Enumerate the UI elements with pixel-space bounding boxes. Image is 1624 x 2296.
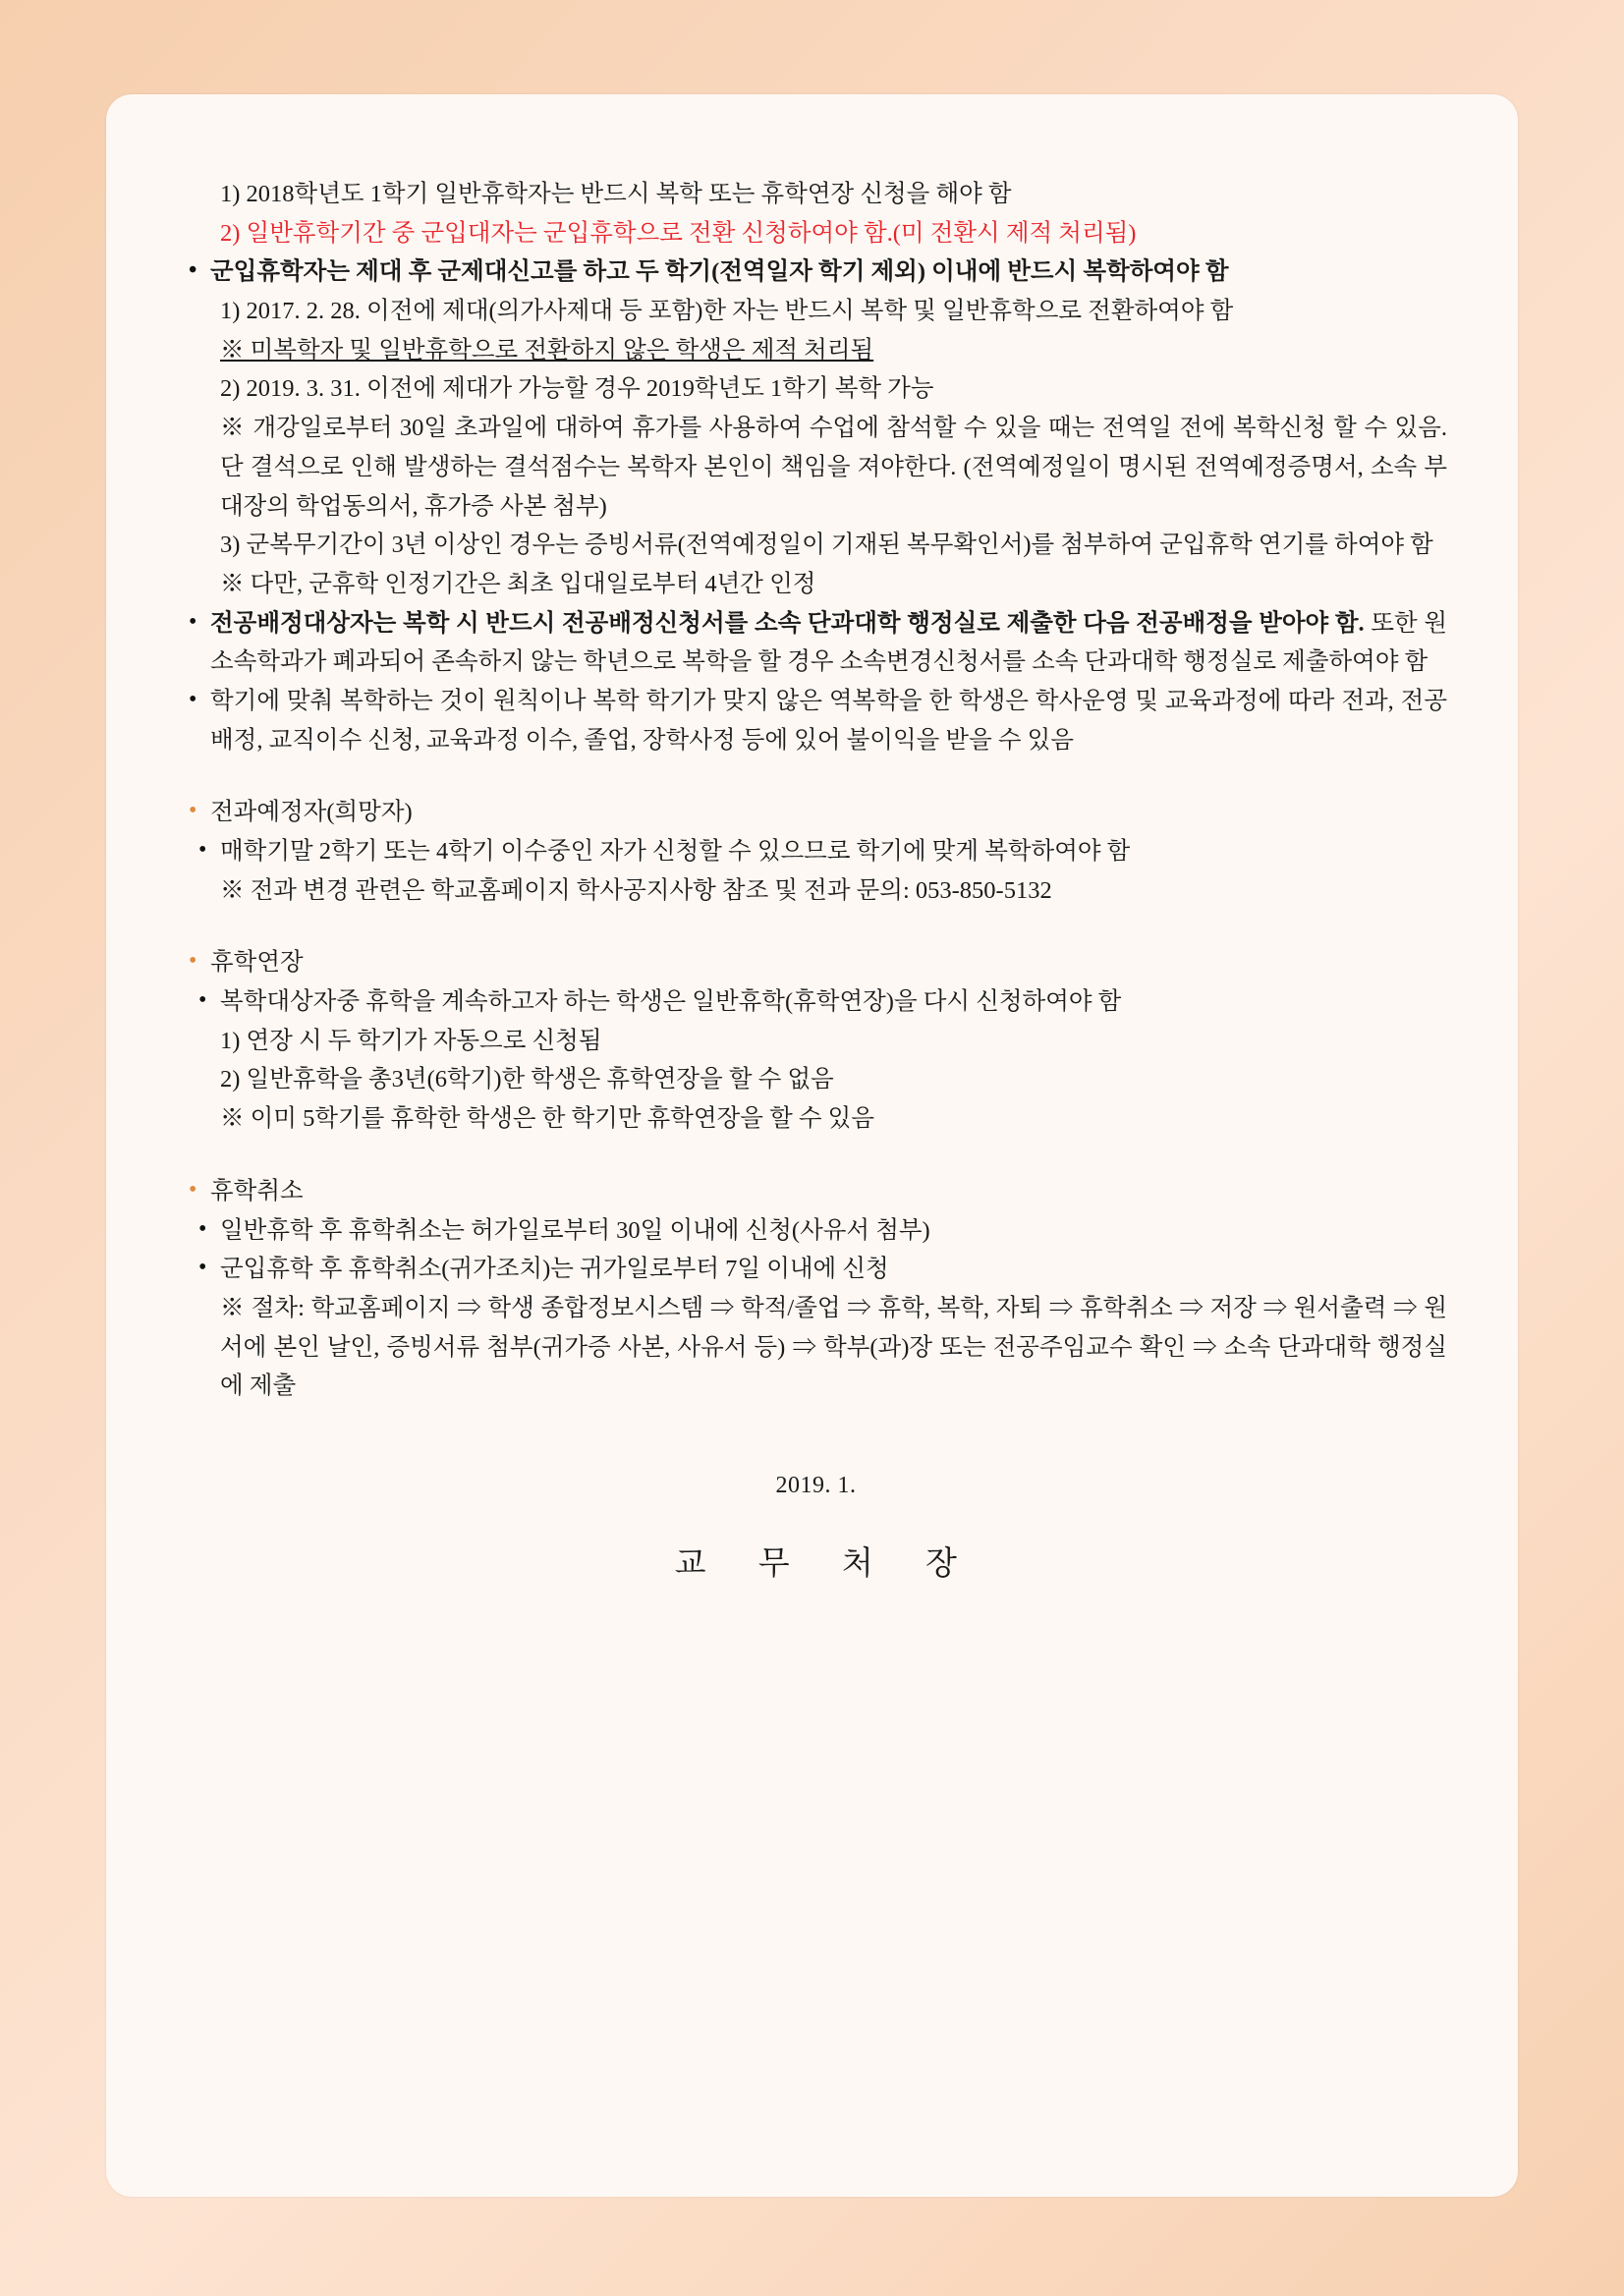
note: ※ 이미 5학기를 휴학한 학생은 한 학기만 휴학연장을 할 수 있음 (220, 1105, 875, 1133)
bullet-major-assignment (185, 604, 1447, 682)
numbered-item: 3) 군복무기간이 3년 이상인 경우는 증빙서류(전역예정일이 기재된 복무확인서)를 첨부하여 군입휴학 연기를 하여야 함 (220, 532, 1433, 559)
bullet-semester-match: • 학기에 맞춰 복학하는 것이 원칙이나 복학 학기가 맞지 않은 역복학을 한 학생은 학사운영 및 교육과정에 따라 전과, 전공배정, 교직이수 신청, 교육과정 이수, 졸업, 장학사정 등에 있어 불이익을 받을 수 있음 (185, 682, 1447, 759)
signer-char: 무 (757, 1545, 791, 1582)
signer-char: 처 (841, 1545, 874, 1582)
document-page (106, 94, 1518, 2197)
bullet-cancel-general: • 일반휴학 후 휴학취소는 허가일로부터 30일 이내에 신청(사유서 첨부) (185, 1211, 1447, 1251)
note: ※ 개강일로부터 30일 초과일에 대하여 휴가를 사용하여 수업에 참석할 수 있을 때는 전역일 전에 복학신청 할 수 있음. 단 결석으로 인해 발생하는 결석점수는 복학자 본인이 책임을 져야한다. (전역예정일이 명시된 전역예정증명서, 소속 부대장의 학업동의서, 휴가증 사본 첨부) (220, 415, 1447, 520)
note-transfer-contact: ※ 전과 변경 관련은 학교홈페이지 학사공지사항 참조 및 전과 문의: 053-850-5132 (220, 876, 1052, 904)
numbered-item: 1) 2018학년도 1학기 일반휴학자는 반드시 복학 또는 휴학연장 신청을 해야 함 (220, 181, 1012, 207)
bullet-transfer-eligibility: • 매학기말 2학기 또는 4학기 이수중인 자가 신청할 수 있으므로 학기에 맞게 복학하여야 함 (185, 832, 1447, 871)
bullet-major-assignment-bold: 전공배정대상자는 복학 시 반드시 전공배정신청서를 소속 단과대학 행정실로 제출한 다음 전공배정을 받아야 함. (210, 609, 1365, 637)
document-content (185, 175, 1447, 1591)
signer-char: 교 (674, 1545, 706, 1582)
numbered-item: 2) 2019. 3. 31. 이전에 제대가 가능할 경우 2019학년도 1학기 복학 가능 (220, 375, 934, 403)
bullet-extension-apply: • 복학대상자중 휴학을 계속하고자 하는 학생은 일반휴학(휴학연장)을 다시 신청하여야 함 (185, 982, 1447, 1022)
numbered-item: 1) 연장 시 두 학기가 자동으로 신청됨 (220, 1027, 602, 1054)
signer-char: 장 (925, 1545, 958, 1582)
numbered-item-red: 2) 일반휴학기간 중 군입대자는 군입휴학으로 전환 신청하여야 함.(미 전환시 제적 처리됨) (220, 219, 1137, 247)
note-underlined (185, 331, 1447, 370)
note-underlined-text: ※ 미복학자 및 일반휴학으로 전환하지 않은 학생은 제적 처리됨 (220, 336, 874, 364)
heading-leave-extension: • 휴학연장 (185, 943, 1447, 982)
numbered-item: 1) 2017. 2. 28. 이전에 제대(의가사제대 등 포함)한 자는 반드시 복학 및 일반휴학으로 전환하여야 함 (220, 298, 1234, 325)
bullet-military-return: • 군입휴학자는 제대 후 군제대신고를 하고 두 학기(전역일자 학기 제외) 이내에 반드시 복학하여야 함 (185, 252, 1447, 292)
bullet-major-assignment-rest: 또한 원 소속학과가 폐과되어 존속하지 않는 학년으로 복학을 할 경우 소속변경신청서를 소속 단과대학 행정실로 제출하여야 함 (210, 609, 1447, 676)
note: ※ 다만, 군휴학 인정기간은 최초 입대일로부터 4년간 인정 (220, 570, 816, 597)
numbered-item: 2) 일반휴학을 총3년(6학기)한 학생은 휴학연장을 할 수 없음 (220, 1066, 834, 1093)
bullet-cancel-military: • 군입휴학 후 휴학취소(귀가조치)는 귀가일로부터 7일 이내에 신청 (185, 1250, 1447, 1289)
document-date: 2019. 1. (775, 1472, 857, 1498)
heading-transfer: • 전과예정자(희망자) (185, 793, 1447, 832)
document-signer (185, 1539, 1447, 1591)
heading-leave-cancel: • 휴학취소 (185, 1172, 1447, 1211)
note-cancel-procedure: ※ 절차: 학교홈페이지 ⇒ 학생 종합정보시스템 ⇒ 학적/졸업 ⇒ 휴학, 복학, 자퇴 ⇒ 휴학취소 ⇒ 저장 ⇒ 원서출력 ⇒ 원서에 본인 날인, 증빙서류 첨부(귀가증 사본, 사유서 등) ⇒ 학부(과)장 또는 전공주임교수 확인 ⇒ 소속 단과대학 행정실에 제출 (220, 1294, 1447, 1400)
